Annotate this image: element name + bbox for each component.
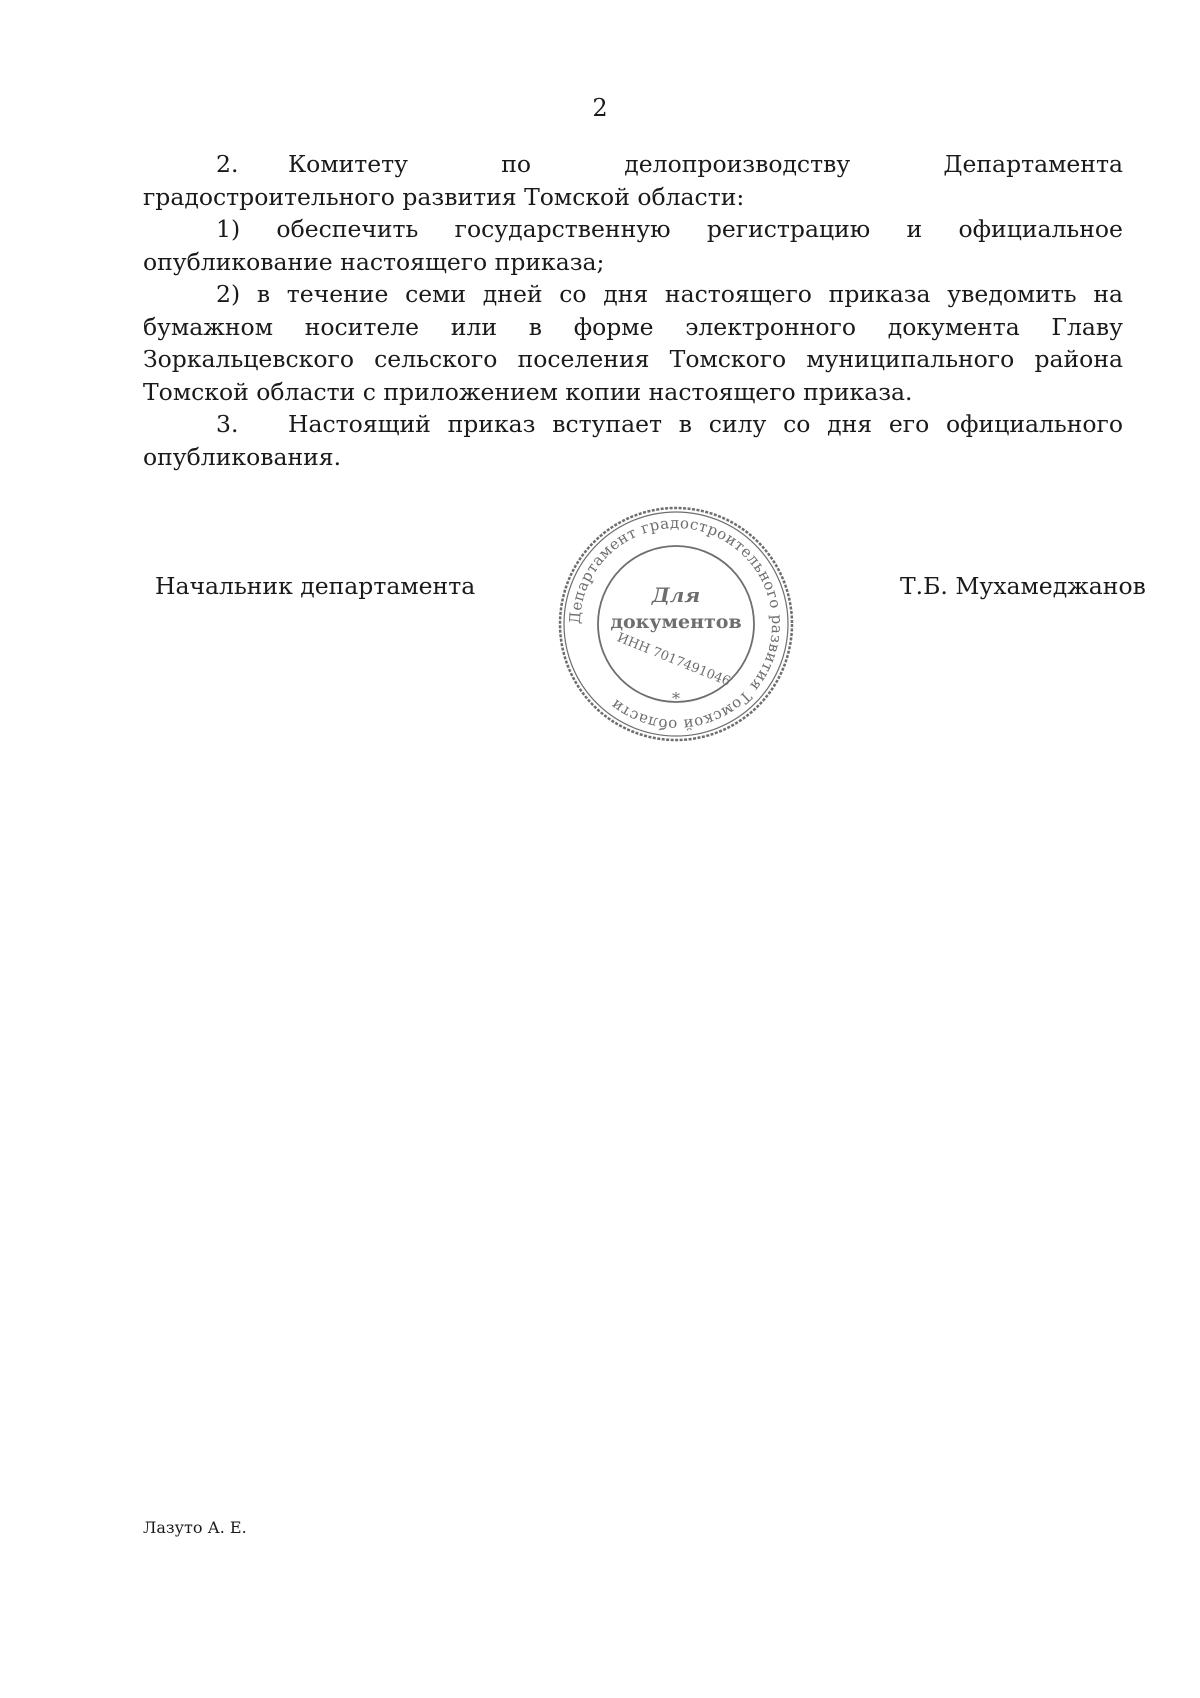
paragraph-2-1-word: официальное — [958, 215, 1123, 243]
official-stamp — [556, 504, 796, 744]
document-body — [143, 148, 1123, 473]
stamp-inn: ИНН 7017491046 — [614, 630, 733, 690]
executor-name: Лазуто А. Е. — [143, 1518, 247, 1537]
paragraph-2 — [143, 148, 1123, 213]
page-number: 2 — [592, 94, 608, 122]
paragraph-3-number: 3. — [216, 410, 239, 438]
stamp-center-line1: Для — [651, 583, 701, 607]
signatory-position: Начальник департамента — [155, 572, 476, 600]
stamp-center-line2: документов — [610, 611, 742, 633]
paragraph-2-text: Комитету по делопроизводству Департамента градостроительного развития Томской области: — [143, 150, 1123, 211]
paragraph-2-number: 2. — [216, 150, 239, 178]
paragraph-2-1-word: обеспечить — [276, 215, 419, 243]
paragraph-2-1-word: регистрацию — [706, 215, 871, 243]
signatory-name: Т.Б. Мухамеджанов — [900, 572, 1146, 600]
paragraph-3 — [143, 408, 1123, 473]
paragraph-2-2: 2) в течение семи дней со дня настоящего приказа уведомить на бумажном носителе или в форме электронного документа Главу Зоркальцевского сельского поселения Томского муниципального района Томской области с приложением копии настоящего приказа. — [143, 280, 1123, 406]
paragraph-2-1-word: государственную — [454, 215, 671, 243]
paragraph-3-text: Настоящий приказ вступает в силу со дня его официального опубликования. — [143, 410, 1123, 471]
stamp-outer-text: Департамент градостроительного развития Томской области — [565, 513, 787, 735]
paragraph-2-1-word: и — [906, 215, 923, 243]
paragraph-2-1-continuation: опубликование настоящего приказа; — [143, 247, 605, 276]
paragraph-2-1-word: 1) — [216, 215, 241, 243]
paragraph-2-1-first-line — [143, 213, 1123, 246]
stamp-star: * — [672, 689, 680, 708]
